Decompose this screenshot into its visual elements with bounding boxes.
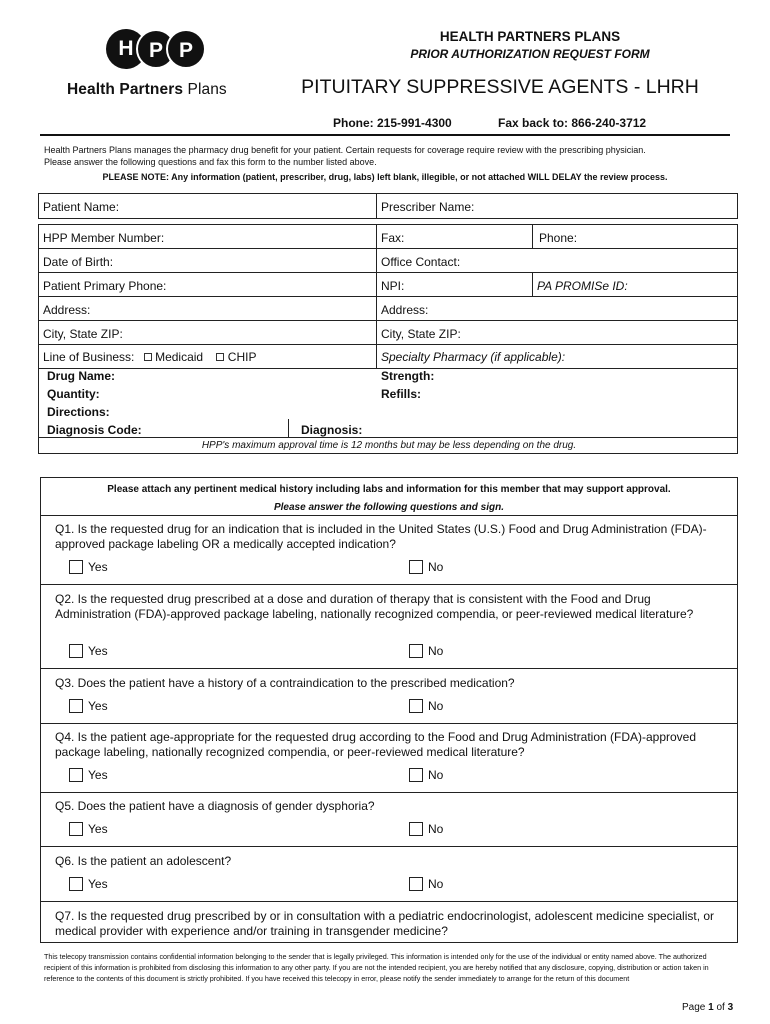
prescriber-city-field[interactable]: City, State ZIP: — [381, 327, 461, 341]
yes-label: Yes — [88, 699, 108, 713]
row-line — [39, 344, 737, 345]
logo-name-bold: Health Partners — [67, 81, 184, 98]
line-of-business — [43, 350, 256, 364]
logo-letter: P — [136, 29, 176, 69]
hpp-logo — [106, 29, 206, 69]
yes-label: Yes — [88, 768, 108, 782]
question-divider — [40, 901, 738, 902]
divider — [376, 194, 377, 218]
intro-text — [44, 144, 734, 168]
divider — [288, 419, 289, 437]
page-current: 1 — [708, 1002, 714, 1013]
page-subtitle: PRIOR AUTHORIZATION REQUEST FORM — [410, 47, 650, 61]
question-divider — [40, 668, 738, 669]
row-line — [39, 296, 737, 297]
divider — [532, 273, 533, 296]
page-number — [682, 1002, 733, 1013]
patient-address-field[interactable]: Address: — [43, 303, 91, 317]
divider — [532, 225, 533, 248]
no-label: No — [428, 560, 444, 574]
patient-city-field[interactable]: City, State ZIP: — [43, 327, 123, 341]
q5-yes-option[interactable] — [69, 822, 108, 836]
q1-yes-checkbox[interactable] — [69, 560, 83, 574]
patient-phone-field[interactable]: Patient Primary Phone: — [43, 279, 167, 293]
question-2: Q2. Is the requested drug prescribed at a dose and duration of therapy that is consistent with the Food and Drug Administration (FDA)-approved package labeling, nationally recognized compendia, or peer-reviewed medical literature? — [55, 592, 694, 621]
yes-label: Yes — [88, 877, 108, 891]
medicaid-checkbox[interactable] — [144, 353, 152, 361]
q3-no-option[interactable] — [409, 699, 443, 713]
q2-no-checkbox[interactable] — [409, 644, 423, 658]
question-1: Q1. Is the requested drug for an indication that is included in the United States (U.S.) Food and Drug Administration (FDA)-approved package labeling OR a medically accepted indication? — [55, 522, 707, 551]
no-label: No — [428, 822, 444, 836]
answer-instruction: Please answer the following questions and sign. — [273, 502, 505, 513]
question-5: Q5. Does the patient have a diagnosis of gender dysphoria? — [55, 799, 375, 813]
no-label: No — [428, 699, 444, 713]
no-label: No — [428, 644, 444, 658]
q5-no-checkbox[interactable] — [409, 822, 423, 836]
logo-letter: H — [106, 29, 146, 69]
logo-letter: P — [166, 29, 206, 69]
patient-name-field[interactable]: Patient Name: — [43, 200, 120, 214]
approval-time-note: HPP's maximum approval time is 12 months but may be less depending on the drug. — [201, 440, 577, 451]
q4-yes-checkbox[interactable] — [69, 768, 83, 782]
q5-no-option[interactable] — [409, 822, 443, 836]
question-divider — [40, 723, 738, 724]
intro-line-2: Please answer the following questions and fax this form to the number listed above. — [44, 157, 377, 167]
q6-yes-checkbox[interactable] — [69, 877, 83, 891]
page-total: 3 — [727, 1002, 734, 1013]
no-label: No — [428, 768, 444, 782]
yes-label: Yes — [88, 560, 108, 574]
diagnosis-field[interactable]: Diagnosis: — [301, 423, 363, 437]
row-line — [39, 437, 737, 438]
line-of-business-label: Line of Business: — [43, 350, 135, 364]
prescriber-fax-field[interactable]: Fax: — [381, 231, 405, 245]
q3-yes-checkbox[interactable] — [69, 699, 83, 713]
q2-no-option[interactable] — [409, 644, 443, 658]
quantity-field[interactable]: Quantity: — [47, 387, 100, 401]
prescriber-name-field[interactable]: Prescriber Name: — [381, 200, 475, 214]
member-number-field[interactable]: HPP Member Number: — [43, 231, 165, 245]
specialty-pharmacy-field[interactable]: Specialty Pharmacy (if applicable): — [381, 350, 566, 364]
q2-yes-checkbox[interactable] — [69, 644, 83, 658]
strength-field[interactable]: Strength: — [381, 369, 435, 383]
yes-label: Yes — [88, 822, 108, 836]
contact-phone: Phone: 215-991-4300 — [333, 116, 452, 130]
question-6: Q6. Is the patient an adolescent? — [55, 854, 232, 868]
q4-no-option[interactable] — [409, 768, 443, 782]
diagnosis-code-field[interactable]: Diagnosis Code: — [47, 423, 142, 437]
attach-history-note: Please attach any pertinent medical history including labs and information for this member that may support approval. — [107, 484, 671, 495]
question-7: Q7. Is the requested drug prescribed by or in consultation with a pediatric endocrinologist, adolescent medicine specialist, or medical provider with experience and/or training in transgender medicine? — [55, 909, 715, 938]
q3-yes-option[interactable] — [69, 699, 108, 713]
q6-no-option[interactable] — [409, 877, 443, 891]
logo-wordmark — [67, 81, 227, 99]
logo-name-light: Plans — [187, 81, 227, 98]
q4-no-checkbox[interactable] — [409, 768, 423, 782]
q6-no-checkbox[interactable] — [409, 877, 423, 891]
q3-no-checkbox[interactable] — [409, 699, 423, 713]
q1-no-option[interactable] — [409, 560, 443, 574]
name-row — [38, 193, 738, 219]
prescriber-address-field[interactable]: Address: — [381, 303, 429, 317]
chip-label: CHIP — [227, 350, 257, 364]
office-contact-field[interactable]: Office Contact: — [381, 255, 461, 269]
page-title: HEALTH PARTNERS PLANS — [439, 29, 621, 44]
question-divider — [40, 792, 738, 793]
chip-checkbox[interactable] — [216, 353, 224, 361]
q1-no-checkbox[interactable] — [409, 560, 423, 574]
q2-yes-option[interactable] — [69, 644, 108, 658]
please-note: PLEASE NOTE: Any information (patient, prescriber, drug, labs) left blank, illegible, or not attached WILL DELAY the review process. — [102, 172, 668, 182]
intro-line-1: Health Partners Plans manages the pharmacy drug benefit for your patient. Certain requests for coverage require review with the prescribing physician. — [44, 145, 646, 155]
page-prefix: Page — [682, 1002, 709, 1013]
q1-yes-option[interactable] — [69, 560, 108, 574]
header-divider — [40, 134, 730, 136]
row-line — [39, 272, 737, 273]
q6-yes-option[interactable] — [69, 877, 108, 891]
info-grid — [38, 224, 738, 454]
question-4: Q4. Is the patient age-appropriate for the requested drug according to the Food and Drug Administration (FDA)-approved package labeling, nationally recognized compendia, or peer-reviewed medical literature? — [55, 730, 697, 759]
no-label: No — [428, 877, 444, 891]
question-divider — [40, 584, 738, 585]
row-line — [39, 320, 737, 321]
row-line — [39, 248, 737, 249]
question-divider — [40, 515, 738, 516]
directions-field[interactable]: Directions: — [47, 405, 110, 419]
pa-promise-field[interactable]: PA PROMISe ID: — [537, 279, 628, 293]
medicaid-label: Medicaid — [155, 350, 204, 364]
q5-yes-checkbox[interactable] — [69, 822, 83, 836]
page-of: of — [713, 1002, 728, 1013]
drug-name-field[interactable]: Drug Name: — [47, 369, 116, 383]
confidentiality-notice: This telecopy transmission contains confidential information belonging to the sender that is legally privileged. This information is intended only for the use of the individual or entity named above. The authorized recipient of this information is prohibited from disclosing this information to any other party. If you are not the intended recipient, you are hereby notified that any disclosure, copying, distribution or action taken in reference to the contents of this document is strictly prohibited. If you have received this telecopy in error, please notify the sender immediately to arrange for the return of this document — [44, 952, 709, 983]
refills-field[interactable]: Refills: — [381, 387, 422, 401]
question-3: Q3. Does the patient have a history of a contraindication to the prescribed medication? — [55, 676, 515, 690]
question-divider — [40, 846, 738, 847]
npi-field[interactable]: NPI: — [381, 279, 405, 293]
q4-yes-option[interactable] — [69, 768, 108, 782]
drug-class-title: PITUITARY SUPPRESSIVE AGENTS - LHRH — [301, 76, 699, 98]
dob-field[interactable]: Date of Birth: — [43, 255, 114, 269]
prescriber-phone-field[interactable]: Phone: — [539, 231, 578, 245]
yes-label: Yes — [88, 644, 108, 658]
contact-fax: Fax back to: 866-240-3712 — [498, 116, 647, 130]
